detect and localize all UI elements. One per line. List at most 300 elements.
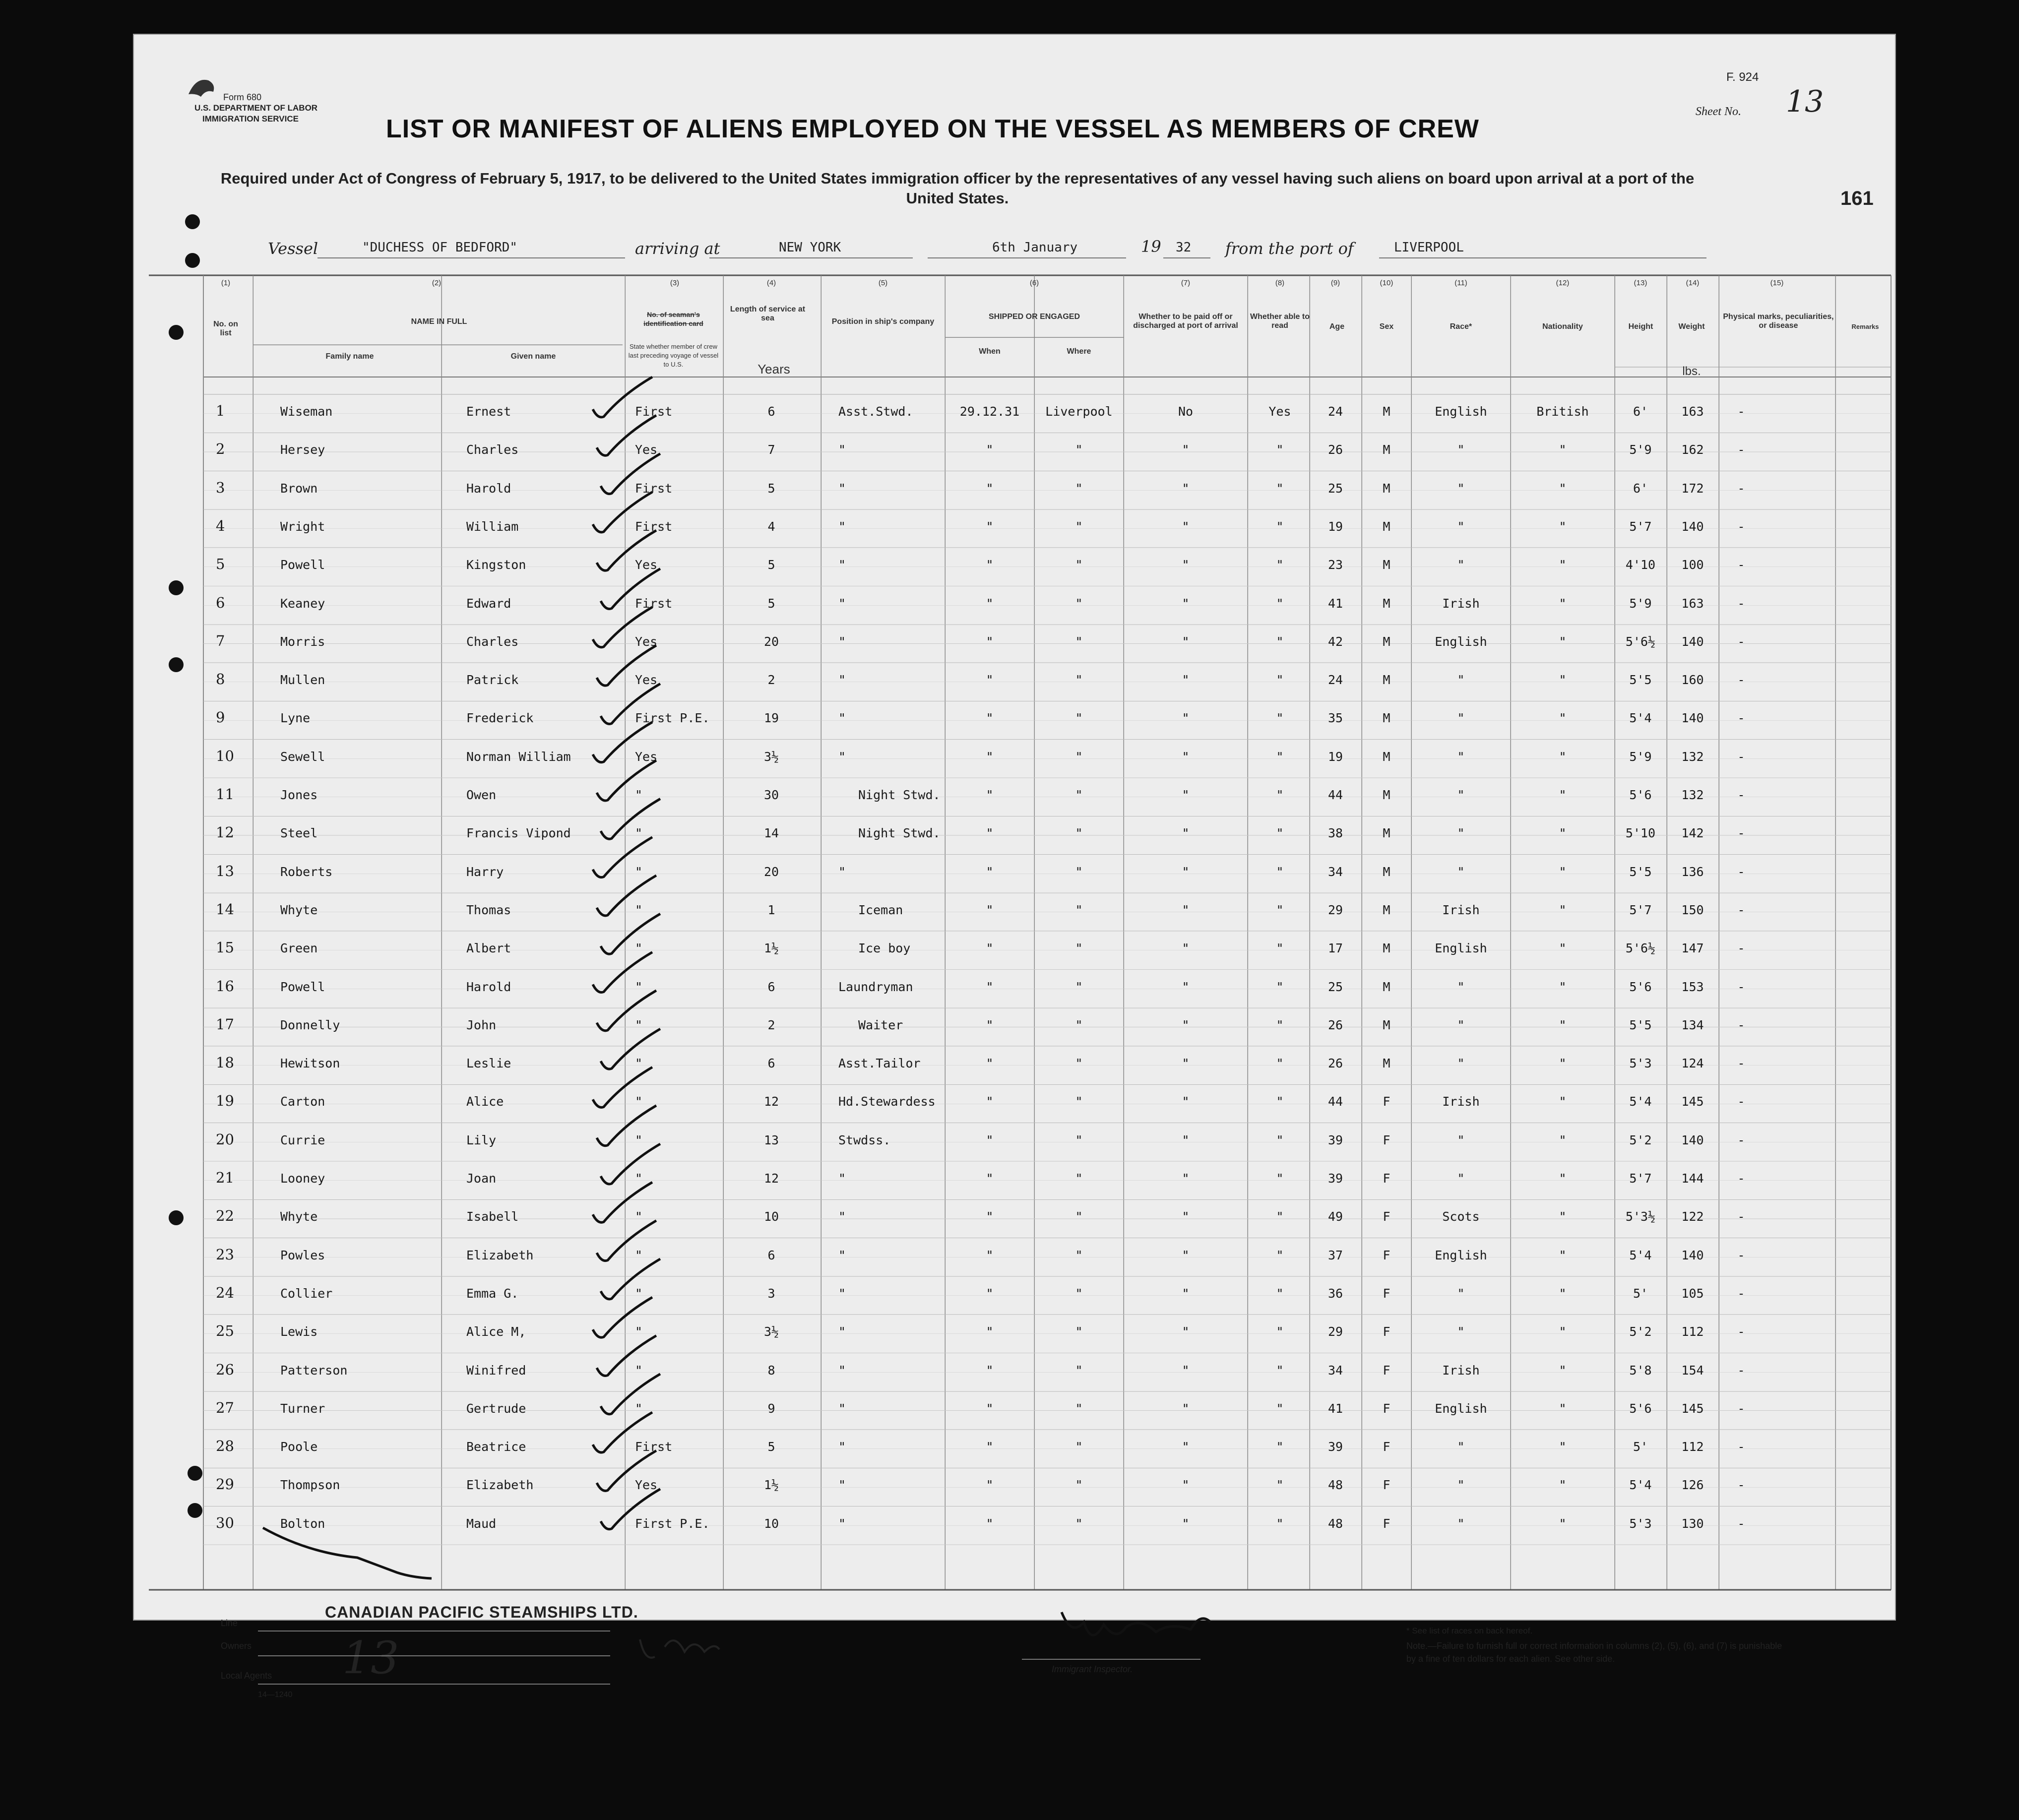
cell-given: Harry (466, 864, 504, 879)
cell-family: Whyte (280, 1209, 318, 1224)
cell-when: " (986, 979, 994, 994)
cell-race: " (1457, 1171, 1465, 1186)
cell-where: " (1075, 1056, 1083, 1071)
cell-len: 1 (767, 902, 775, 917)
cell-race: " (1457, 673, 1465, 688)
row-number: 13 (216, 862, 234, 879)
cell-sex: M (1383, 404, 1390, 419)
cell-sex: M (1383, 634, 1390, 649)
header-physical-marks: Physical marks, peculiarities, or disease (1723, 313, 1834, 330)
cell-height: 5'9 (1629, 749, 1652, 764)
cell-age: 38 (1327, 826, 1343, 841)
cell-sex: F (1383, 1209, 1390, 1224)
cell-len: 1½ (763, 941, 779, 956)
cell-prev: " (635, 1171, 643, 1186)
cell-family: Mullen (280, 673, 325, 688)
cell-paid: " (1182, 673, 1190, 688)
page-stamp: 161 (1840, 188, 1874, 209)
cell-race: " (1457, 519, 1465, 534)
cell-pos: Asst.Tailor (838, 1056, 921, 1071)
cell-sex: F (1383, 1363, 1390, 1378)
column-number: (8) (1275, 279, 1285, 287)
row-number: 26 (216, 1361, 234, 1378)
cell-family: Powell (280, 979, 325, 994)
column-number: (2) (432, 279, 442, 287)
column-number: (6) (1029, 279, 1039, 287)
form-number: Form 680 (223, 92, 262, 102)
cell-height: 5'9 (1629, 442, 1652, 457)
cell-height: 5'6½ (1625, 941, 1656, 956)
cell-height: 5'3 (1629, 1056, 1652, 1071)
cell-pos: " (838, 1478, 846, 1493)
cell-height: 5'6 (1629, 788, 1652, 802)
cell-where: " (1075, 788, 1083, 802)
cell-read: " (1276, 1478, 1284, 1493)
cell-height: 5'5 (1629, 1017, 1652, 1032)
cell-weight: 163 (1681, 404, 1704, 419)
cell-age: 23 (1327, 558, 1343, 572)
column-number: (15) (1770, 279, 1784, 287)
arrival-port: NEW YORK (779, 240, 841, 255)
cell-sex: M (1383, 596, 1390, 611)
row-number: 2 (216, 440, 225, 458)
cell-race: " (1457, 1017, 1465, 1032)
cell-age: 49 (1327, 1209, 1343, 1224)
column-number: (10) (1380, 279, 1393, 287)
cell-pos: " (838, 864, 846, 879)
cell-given: Joan (466, 1171, 497, 1186)
cell-height: 6' (1633, 481, 1648, 496)
cell-height: 5'6 (1629, 1401, 1652, 1416)
cell-paid: " (1182, 1094, 1190, 1109)
header-shipped: SHIPPED OR ENGAGED (988, 313, 1080, 321)
cell-paid: " (1182, 979, 1190, 994)
cell-nat: " (1559, 481, 1567, 496)
cell-age: 26 (1327, 1056, 1343, 1071)
header-prev-voyage: State whether member of crew last preceding voyage of vessel to U.S. (628, 343, 719, 368)
cell-family: Sewell (280, 749, 325, 764)
cell-paid: " (1182, 634, 1190, 649)
cell-age: 37 (1327, 1248, 1343, 1262)
form-code-footer: 14—1240 (258, 1691, 293, 1699)
cell-marks: - (1737, 902, 1745, 917)
cell-prev: First (635, 596, 673, 611)
cell-marks: - (1737, 1017, 1745, 1032)
cell-sex: F (1383, 1324, 1390, 1339)
cell-marks: - (1737, 1094, 1745, 1109)
cell-nat: " (1559, 1516, 1567, 1531)
cell-pos: Night Stwd. (858, 788, 941, 802)
cell-pos: " (838, 1324, 846, 1339)
cell-pos: Waiter (858, 1017, 903, 1032)
cell-when: " (986, 864, 994, 879)
cell-read: " (1276, 596, 1284, 611)
cell-where: " (1075, 1094, 1083, 1109)
header-nationality: Nationality (1542, 322, 1583, 331)
cell-sex: M (1383, 558, 1390, 572)
cell-race: English (1435, 941, 1487, 956)
cell-where: " (1075, 1017, 1083, 1032)
cell-pos: " (838, 1516, 846, 1531)
column-number: (12) (1556, 279, 1570, 287)
cell-prev: " (635, 1401, 643, 1416)
cell-marks: - (1737, 826, 1745, 841)
row-number: 19 (216, 1092, 234, 1110)
cell-weight: 132 (1681, 788, 1704, 802)
row-number: 10 (216, 747, 234, 764)
cell-sex: M (1383, 826, 1390, 841)
cell-given: John (466, 1017, 497, 1032)
cell-len: 3½ (763, 749, 779, 764)
cell-age: 48 (1327, 1478, 1343, 1493)
cell-age: 24 (1327, 404, 1343, 419)
cell-sex: M (1383, 749, 1390, 764)
cell-when: " (986, 1017, 994, 1032)
cell-family: Powles (280, 1248, 325, 1262)
cell-height: 5'5 (1629, 864, 1652, 879)
cell-nat: " (1559, 1286, 1567, 1301)
cell-paid: " (1182, 558, 1190, 572)
header-paid-off: Whether to be paid off or discharged at port of arrival (1133, 313, 1238, 330)
cell-read: " (1276, 558, 1284, 572)
cell-sex: M (1383, 481, 1390, 496)
cell-weight: 142 (1681, 826, 1704, 841)
cell-paid: " (1182, 1401, 1190, 1416)
row-number: 15 (216, 939, 234, 956)
row-number: 17 (216, 1015, 234, 1033)
cell-marks: - (1737, 1171, 1745, 1186)
cell-paid: " (1182, 864, 1190, 879)
cell-family: Bolton (280, 1516, 325, 1531)
cell-weight: 134 (1681, 1017, 1704, 1032)
cell-family: Wiseman (280, 404, 333, 419)
cell-marks: - (1737, 1324, 1745, 1339)
cell-read: " (1276, 1248, 1284, 1262)
cell-family: Turner (280, 1401, 325, 1416)
cell-nat: " (1559, 1248, 1567, 1262)
cell-race: " (1457, 979, 1465, 994)
cell-when: " (986, 749, 994, 764)
cell-weight: 172 (1681, 481, 1704, 496)
cell-pos: Stwdss. (838, 1132, 891, 1147)
cell-prev: Yes (635, 1478, 658, 1493)
header-where: Where (1067, 347, 1091, 356)
cell-marks: - (1737, 481, 1745, 496)
cell-read: " (1276, 979, 1284, 994)
department-name: U.S. DEPARTMENT OF LABOR (194, 103, 318, 113)
cell-nat: British (1536, 404, 1589, 419)
cell-family: Green (280, 941, 318, 956)
cell-prev: " (635, 941, 643, 956)
cell-race: Irish (1442, 1363, 1480, 1378)
cell-when: " (986, 1056, 994, 1071)
cell-age: 35 (1327, 711, 1343, 726)
cell-nat: " (1559, 519, 1567, 534)
cell-age: 44 (1327, 1094, 1343, 1109)
cell-where: " (1075, 634, 1083, 649)
cell-race: " (1457, 749, 1465, 764)
line-value: CANADIAN PACIFIC STEAMSHIPS LTD. (325, 1603, 638, 1621)
cell-race: " (1457, 1286, 1465, 1301)
cell-height: 5'9 (1629, 596, 1652, 611)
header-age: Age (1329, 322, 1345, 331)
cell-weight: 153 (1681, 979, 1704, 994)
column-number: (1) (221, 279, 231, 287)
header-length: Length of service at sea (730, 305, 806, 322)
cell-prev: First (635, 481, 673, 496)
cell-race: Scots (1442, 1209, 1480, 1224)
cell-where: " (1075, 1516, 1083, 1531)
cell-pos: Iceman (858, 902, 903, 917)
cell-len: 13 (763, 1132, 779, 1147)
cell-sex: M (1383, 442, 1390, 457)
cell-paid: " (1182, 941, 1190, 956)
cell-len: 12 (763, 1094, 779, 1109)
from-port-label: from the port of (1225, 239, 1354, 258)
row-number: 28 (216, 1438, 234, 1455)
cell-nat: " (1559, 1478, 1567, 1493)
cell-given: Alice (466, 1094, 504, 1109)
cell-height: 5'10 (1625, 826, 1656, 841)
cell-nat: " (1559, 1401, 1567, 1416)
cell-height: 5'5 (1629, 673, 1652, 688)
cell-prev: " (635, 1363, 643, 1378)
cell-len: 3½ (763, 1324, 779, 1339)
cell-nat: " (1559, 1094, 1567, 1109)
row-number: 23 (216, 1246, 234, 1263)
cell-height: 5'4 (1629, 1248, 1652, 1262)
cell-given: Maud (466, 1516, 497, 1531)
cell-len: 2 (767, 1017, 775, 1032)
cell-weight: 130 (1681, 1516, 1704, 1531)
cell-paid: " (1182, 1132, 1190, 1147)
cell-when: " (986, 1286, 994, 1301)
cell-read: " (1276, 1324, 1284, 1339)
header-position: Position in ship's company (831, 317, 935, 326)
cell-paid: " (1182, 1324, 1190, 1339)
cell-age: 34 (1327, 864, 1343, 879)
cell-marks: - (1737, 1209, 1745, 1224)
cell-len: 20 (763, 634, 779, 649)
cell-read: " (1276, 1363, 1284, 1378)
cell-family: Thompson (280, 1478, 340, 1493)
cell-weight: 154 (1681, 1363, 1704, 1378)
cell-age: 17 (1327, 941, 1343, 956)
cell-nat: " (1559, 711, 1567, 726)
year-prefix: 19 (1141, 237, 1161, 256)
page-subtitle: Required under Act of Congress of February 5, 1917, to be delivered to the United States immigration officer by the representatives of any vessel having such aliens on board upon arrival at a port of the United States. (220, 170, 1695, 207)
cell-height: 5'4 (1629, 1478, 1652, 1493)
row-number: 27 (216, 1399, 234, 1416)
cell-age: 44 (1327, 788, 1343, 802)
cell-age: 36 (1327, 1286, 1343, 1301)
cell-given: Charles (466, 634, 519, 649)
cell-read: " (1276, 1286, 1284, 1301)
cell-nat: " (1559, 788, 1567, 802)
cell-given: Charles (466, 442, 519, 457)
cell-weight: 140 (1681, 634, 1704, 649)
cell-paid: " (1182, 1017, 1190, 1032)
vessel-label: Vessel (268, 239, 318, 258)
cell-race: " (1457, 788, 1465, 802)
cell-len: 12 (763, 1171, 779, 1186)
departure-port: LIVERPOOL (1394, 240, 1464, 255)
cell-given: Owen (466, 788, 497, 802)
cell-age: 48 (1327, 1516, 1343, 1531)
cell-weight: 132 (1681, 749, 1704, 764)
cell-paid: " (1182, 481, 1190, 496)
cell-sex: M (1383, 519, 1390, 534)
cell-when: " (986, 902, 994, 917)
cell-pos: " (838, 481, 846, 496)
cell-prev: " (635, 1056, 643, 1071)
cell-given: Lily (466, 1132, 497, 1147)
cell-paid: " (1182, 749, 1190, 764)
cell-prev: Yes (635, 673, 658, 688)
cell-marks: - (1737, 1132, 1745, 1147)
cell-where: " (1075, 481, 1083, 496)
cell-pos: " (838, 1363, 846, 1378)
cell-race: " (1457, 826, 1465, 841)
cell-race: " (1457, 1478, 1465, 1493)
cell-prev: First P.E. (635, 711, 710, 726)
cell-prev: Yes (635, 442, 658, 457)
cell-race: " (1457, 711, 1465, 726)
cell-marks: - (1737, 519, 1745, 534)
cell-prev: Yes (635, 634, 658, 649)
cell-read: " (1276, 1094, 1284, 1109)
cell-where: " (1075, 749, 1083, 764)
cell-weight: 150 (1681, 902, 1704, 917)
cell-height: 5'6 (1629, 979, 1652, 994)
local-agents-label: Local Agents (221, 1671, 272, 1681)
cell-where: " (1075, 711, 1083, 726)
cell-read: " (1276, 788, 1284, 802)
cell-read: " (1276, 1401, 1284, 1416)
cell-family: Jones (280, 788, 318, 802)
cell-prev: " (635, 1286, 643, 1301)
cell-marks: - (1737, 1401, 1745, 1416)
cell-prev: " (635, 826, 643, 841)
row-number: 3 (216, 479, 225, 496)
cell-nat: " (1559, 558, 1567, 572)
cell-age: 41 (1327, 596, 1343, 611)
arriving-label: arriving at (635, 239, 720, 258)
cell-age: 26 (1327, 442, 1343, 457)
cell-pos: " (838, 558, 846, 572)
cell-when: " (986, 1209, 994, 1224)
cell-race: Irish (1442, 1094, 1480, 1109)
cell-read: " (1276, 442, 1284, 457)
inspector-label: Immigrant Inspector. (1052, 1664, 1133, 1674)
cell-family: Patterson (280, 1363, 348, 1378)
cell-where: " (1075, 864, 1083, 879)
cell-height: 5'3½ (1625, 1209, 1656, 1224)
cell-read: " (1276, 749, 1284, 764)
cell-nat: " (1559, 979, 1567, 994)
cell-nat: " (1559, 864, 1567, 879)
arrival-date: 6th January (992, 240, 1078, 255)
cell-race: " (1457, 1132, 1465, 1147)
row-number: 20 (216, 1130, 234, 1148)
cell-family: Lewis (280, 1324, 318, 1339)
row-number: 29 (216, 1476, 234, 1493)
cell-nat: " (1559, 1363, 1567, 1378)
cell-nat: " (1559, 1132, 1567, 1147)
cell-given: Emma G. (466, 1286, 519, 1301)
cell-family: Currie (280, 1132, 325, 1147)
cell-prev: " (635, 979, 643, 994)
cell-weight: 163 (1681, 596, 1704, 611)
sheet-number: 13 (1786, 84, 1824, 119)
cell-race: " (1457, 1440, 1465, 1454)
cell-when: " (986, 519, 994, 534)
cell-pos: " (838, 1209, 846, 1224)
cell-nat: " (1559, 634, 1567, 649)
cell-prev: First (635, 404, 673, 419)
cell-where: " (1075, 558, 1083, 572)
cell-race: " (1457, 481, 1465, 496)
cell-age: 29 (1327, 902, 1343, 917)
header-able-to-read: Whether able to read (1250, 313, 1310, 330)
cell-age: 39 (1327, 1132, 1343, 1147)
cell-given: Isabell (466, 1209, 519, 1224)
cell-weight: 126 (1681, 1478, 1704, 1493)
cell-family: Keaney (280, 596, 325, 611)
cell-when: " (986, 481, 994, 496)
cell-paid: " (1182, 1286, 1190, 1301)
cell-where: " (1075, 519, 1083, 534)
cell-when: " (986, 1363, 994, 1378)
cell-read: " (1276, 1017, 1284, 1032)
cell-pos: " (838, 634, 846, 649)
cell-weight: 145 (1681, 1401, 1704, 1416)
cell-marks: - (1737, 1516, 1745, 1531)
cell-family: Wright (280, 519, 325, 534)
row-number: 6 (216, 594, 225, 611)
cell-prev: " (635, 1248, 643, 1262)
cell-prev: " (635, 1209, 643, 1224)
service-name: IMMIGRATION SERVICE (202, 114, 299, 124)
cell-sex: M (1383, 1056, 1390, 1071)
cell-len: 8 (767, 1363, 775, 1378)
cell-age: 25 (1327, 979, 1343, 994)
cell-read: Yes (1268, 404, 1291, 419)
cell-pos: " (838, 519, 846, 534)
cell-weight: 140 (1681, 519, 1704, 534)
cell-race: English (1435, 1248, 1487, 1262)
header-given-name: Given name (510, 352, 556, 361)
cell-race: " (1457, 1324, 1465, 1339)
cell-given: Albert (466, 941, 511, 956)
cell-where: " (1075, 1171, 1083, 1186)
cell-len: 3 (767, 1286, 775, 1301)
cell-weight: 147 (1681, 941, 1704, 956)
cell-paid: " (1182, 1209, 1190, 1224)
cell-len: 14 (763, 826, 779, 841)
row-number: 1 (216, 402, 225, 419)
cell-pos: " (838, 1286, 846, 1301)
cell-when: " (986, 788, 994, 802)
cell-age: 24 (1327, 673, 1343, 688)
cell-nat: " (1559, 1209, 1567, 1224)
cell-marks: - (1737, 788, 1745, 802)
row-number: 14 (216, 900, 234, 918)
cell-sex: M (1383, 864, 1390, 879)
cell-family: Steel (280, 826, 318, 841)
cell-nat: " (1559, 941, 1567, 956)
cell-age: 42 (1327, 634, 1343, 649)
